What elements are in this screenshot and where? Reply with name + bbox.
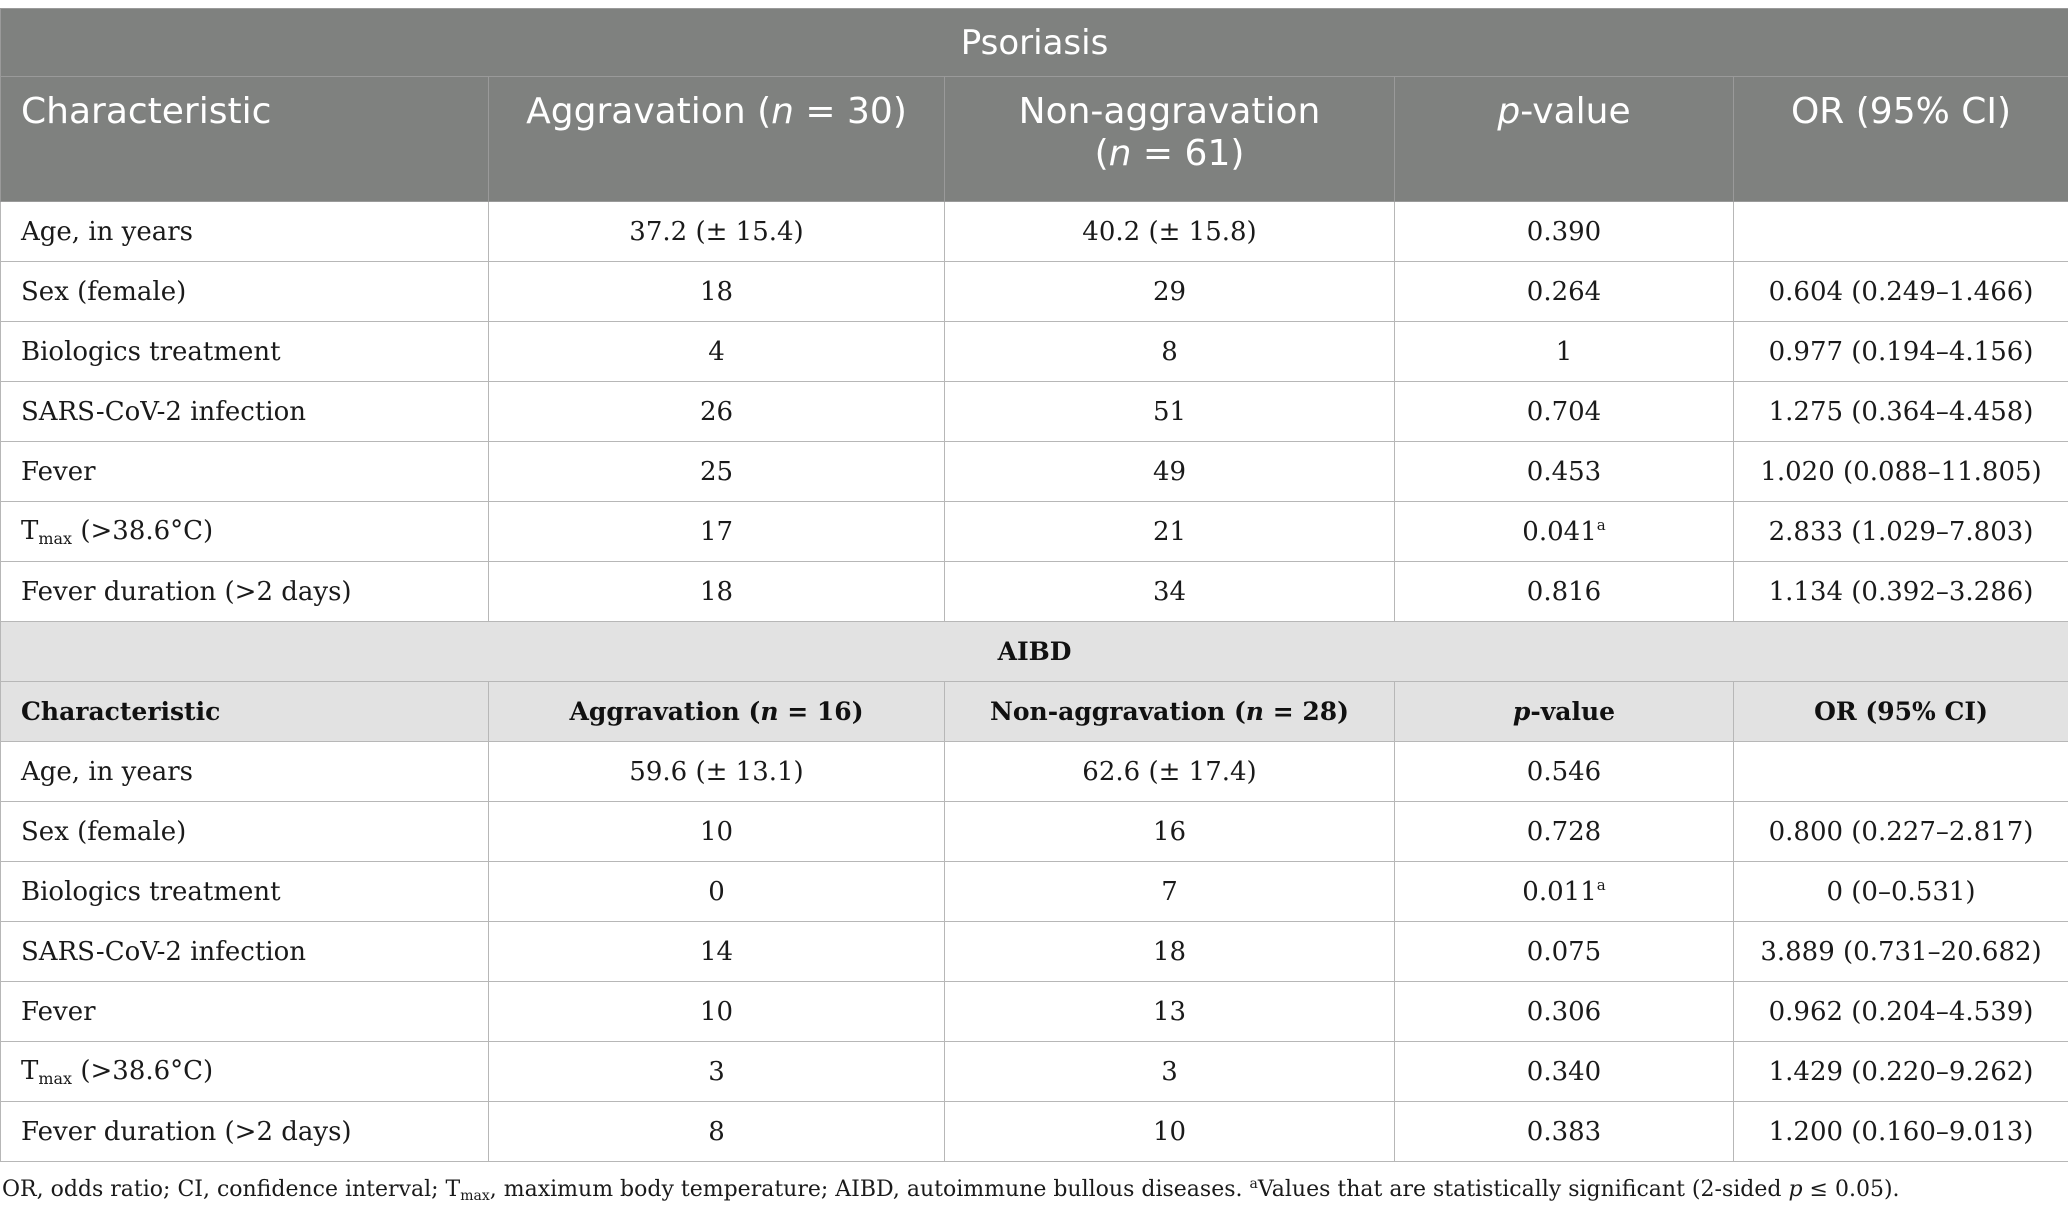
cell-non-aggravation: 29	[945, 262, 1395, 322]
cell-odds-ratio: 1.200 (0.160–9.013)	[1734, 1102, 2068, 1162]
table-row	[1, 562, 2068, 622]
cell-aggravation: 18	[489, 562, 945, 622]
cell-non-aggravation: 18	[945, 922, 1395, 982]
cell-odds-ratio: 2.833 (1.029–7.803)	[1734, 502, 2068, 562]
table-row	[1, 322, 2068, 382]
aibd-header	[1, 622, 2068, 742]
psoriasis-title-row	[1, 9, 2068, 77]
cell-aggravation: 59.6 (± 13.1)	[489, 742, 945, 802]
cell-odds-ratio: 0.962 (0.204–4.539)	[1734, 982, 2068, 1042]
cell-p-value: 0.816	[1395, 562, 1734, 622]
cell-odds-ratio: 1.020 (0.088–11.805)	[1734, 442, 2068, 502]
cell-aggravation: 0	[489, 862, 945, 922]
aibd-title: AIBD	[1, 622, 2068, 682]
aibd-title-row	[1, 622, 2068, 682]
cell-characteristic: Sex (female)	[1, 802, 489, 862]
cell-aggravation: 26	[489, 382, 945, 442]
cell-p-value: 0.546	[1395, 742, 1734, 802]
cell-aggravation: 8	[489, 1102, 945, 1162]
cell-p-value: 0.340	[1395, 1042, 1734, 1102]
cell-aggravation: 18	[489, 262, 945, 322]
cell-odds-ratio: 0.604 (0.249–1.466)	[1734, 262, 2068, 322]
aibd-rows	[1, 742, 2068, 1162]
cell-odds-ratio: 0 (0–0.531)	[1734, 862, 2068, 922]
header-odds-ratio: OR (95% CI)	[1734, 682, 2068, 742]
cell-odds-ratio: 1.275 (0.364–4.458)	[1734, 382, 2068, 442]
cell-characteristic: Biologics treatment	[1, 322, 489, 382]
table-row	[1, 982, 2068, 1042]
comparison-table	[0, 8, 2068, 1162]
header-aggravation: Aggravation (n = 16)	[489, 682, 945, 742]
table-row	[1, 442, 2068, 502]
cell-odds-ratio: 1.429 (0.220–9.262)	[1734, 1042, 2068, 1102]
cell-p-value: 1	[1395, 322, 1734, 382]
cell-odds-ratio: 3.889 (0.731–20.682)	[1734, 922, 2068, 982]
header-p-value: p-value	[1395, 682, 1734, 742]
header-non-aggravation: Non-aggravation (n = 28)	[945, 682, 1395, 742]
cell-characteristic: Sex (female)	[1, 262, 489, 322]
table-row	[1, 382, 2068, 442]
cell-p-value: 0.728	[1395, 802, 1734, 862]
cell-characteristic: Age, in years	[1, 202, 489, 262]
cell-aggravation: 25	[489, 442, 945, 502]
cell-aggravation: 37.2 (± 15.4)	[489, 202, 945, 262]
psoriasis-header	[1, 9, 2068, 202]
cell-aggravation: 3	[489, 1042, 945, 1102]
results-table-container	[0, 8, 2068, 1204]
cell-non-aggravation: 49	[945, 442, 1395, 502]
cell-p-value: 0.383	[1395, 1102, 1734, 1162]
cell-p-value: 0.390	[1395, 202, 1734, 262]
cell-non-aggravation: 7	[945, 862, 1395, 922]
cell-characteristic: Fever duration (>2 days)	[1, 562, 489, 622]
table-footnote: OR, odds ratio; CI, confidence interval; Tmax, maximum body temperature; AIBD, autoimmune bullous diseases. $^a$Values that are statistically significant (2-sided p ≤ 0.05).	[2, 1176, 1900, 1204]
cell-aggravation: 4	[489, 322, 945, 382]
cell-characteristic: $T_{max}$ (>38.6°C)	[1, 1042, 489, 1102]
aibd-column-headers	[1, 682, 2068, 742]
cell-aggravation: 10	[489, 982, 945, 1042]
table-row	[1, 202, 2068, 262]
cell-non-aggravation: 13	[945, 982, 1395, 1042]
cell-characteristic: Fever	[1, 442, 489, 502]
cell-characteristic: Age, in years	[1, 742, 489, 802]
cell-non-aggravation: 21	[945, 502, 1395, 562]
cell-p-value: 0.041$^a$	[1395, 502, 1734, 562]
cell-characteristic: $T_{max}$ (>38.6°C)	[1, 502, 489, 562]
cell-aggravation: 14	[489, 922, 945, 982]
table-row	[1, 262, 2068, 322]
psoriasis-rows	[1, 202, 2068, 622]
cell-p-value: 0.704	[1395, 382, 1734, 442]
table-row	[1, 862, 2068, 922]
cell-non-aggravation: 34	[945, 562, 1395, 622]
cell-odds-ratio: 0.800 (0.227–2.817)	[1734, 802, 2068, 862]
cell-odds-ratio: 0.977 (0.194–4.156)	[1734, 322, 2068, 382]
table-row	[1, 742, 2068, 802]
header-odds-ratio: OR (95% CI)	[1734, 77, 2068, 202]
cell-p-value: 0.306	[1395, 982, 1734, 1042]
psoriasis-column-headers	[1, 77, 2068, 202]
table-row	[1, 502, 2068, 562]
cell-odds-ratio	[1734, 742, 2068, 802]
cell-characteristic: SARS-CoV-2 infection	[1, 922, 489, 982]
cell-non-aggravation: 8	[945, 322, 1395, 382]
cell-odds-ratio: 1.134 (0.392–3.286)	[1734, 562, 2068, 622]
cell-characteristic: SARS-CoV-2 infection	[1, 382, 489, 442]
table-row	[1, 802, 2068, 862]
cell-p-value: 0.453	[1395, 442, 1734, 502]
cell-non-aggravation: 51	[945, 382, 1395, 442]
cell-aggravation: 10	[489, 802, 945, 862]
cell-non-aggravation: 10	[945, 1102, 1395, 1162]
cell-characteristic: Fever	[1, 982, 489, 1042]
cell-aggravation: 17	[489, 502, 945, 562]
header-p-value: p-value	[1395, 77, 1734, 202]
header-aggravation: Aggravation (n = 30)	[489, 77, 945, 202]
table-row	[1, 922, 2068, 982]
cell-non-aggravation: 40.2 (± 15.8)	[945, 202, 1395, 262]
cell-characteristic: Fever duration (>2 days)	[1, 1102, 489, 1162]
table-row	[1, 1102, 2068, 1162]
table-row	[1, 1042, 2068, 1102]
header-characteristic: Characteristic	[1, 682, 489, 742]
cell-odds-ratio	[1734, 202, 2068, 262]
cell-non-aggravation: 16	[945, 802, 1395, 862]
cell-characteristic: Biologics treatment	[1, 862, 489, 922]
cell-non-aggravation: 62.6 (± 17.4)	[945, 742, 1395, 802]
psoriasis-title: Psoriasis	[1, 9, 2068, 77]
cell-p-value: 0.075	[1395, 922, 1734, 982]
cell-p-value: 0.264	[1395, 262, 1734, 322]
header-non-aggravation: Non-aggravation (n = 61)	[945, 77, 1395, 202]
cell-p-value: 0.011$^a$	[1395, 862, 1734, 922]
header-characteristic: Characteristic	[1, 77, 489, 202]
cell-non-aggravation: 3	[945, 1042, 1395, 1102]
